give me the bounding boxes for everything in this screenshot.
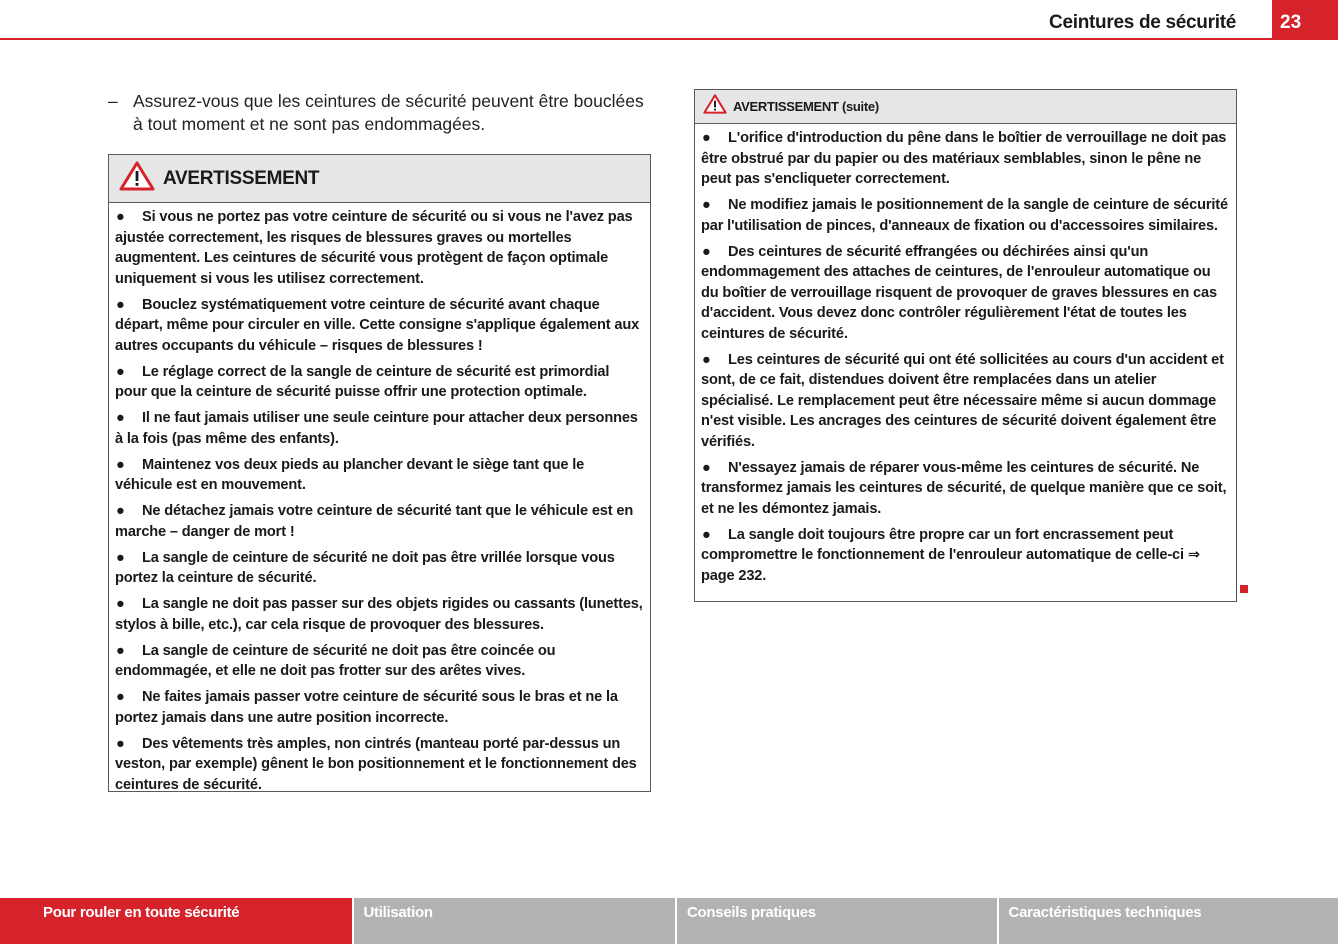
intro-instruction: [108, 90, 648, 136]
bullet-icon: ●: [116, 456, 125, 473]
page-number: 23: [1272, 0, 1338, 40]
warning-header: [695, 90, 1236, 124]
bullet-icon: ●: [116, 410, 125, 426]
bullet-icon: ●: [702, 459, 711, 476]
bullet-icon: ●: [116, 503, 125, 519]
bullet-icon: ●: [702, 351, 711, 368]
warning-title: AVERTISSEMENT: [163, 167, 320, 189]
warning-item: ● La sangle de ceinture de sécurité ne doit pas être vrillée lorsque vous portez la ceinture de sécurité.: [115, 549, 615, 586]
bullet-icon: ●: [116, 209, 125, 225]
bullet-icon: ●: [116, 642, 125, 659]
bullet-icon: ●: [116, 596, 125, 612]
warning-item: ● Le réglage correct de la sangle de ceinture de sécurité est primordial pour que la ceinture de sécurité puisse offrir une protection optimale.: [115, 363, 610, 400]
warning-item: ● Ne faites jamais passer votre ceinture de sécurité sous le bras et ne la portez jamais dans une autre position incorrecte.: [115, 689, 618, 726]
warning-item: ● La sangle ne doit pas passer sur des objets rigides ou cassants (lunettes, stylos à bille, etc.), car cela risque de provoquer des blessures.: [115, 596, 643, 633]
warning-list: [109, 203, 650, 795]
page-reference-link[interactable]: ⇒ page 232.: [701, 547, 1200, 584]
warning-item: ● La sangle doit toujours être propre car un fort encrassement peut compromettre le fonctionnement de l'enrouleur automatique de celle-ci ⇒ page 232.: [701, 526, 1200, 584]
tab-utilisation[interactable]: Utilisation: [354, 898, 676, 944]
warning-title: AVERTISSEMENT (suite): [733, 99, 879, 114]
warning-item: ● La sangle de ceinture de sécurité ne doit pas être coincée ou endommagée, et elle ne doit pas frotter sur des arêtes vives.: [115, 642, 556, 679]
warning-item: ● L'orifice d'introduction du pêne dans le boîtier de verrouillage ne doit pas être obstrué par du papier ou des matériaux semblables, sinon le pêne ne peut pas s'encliqueter correctement.: [701, 130, 1227, 187]
warning-item: ● Des vêtements très amples, non cintrés (manteau porté par-dessus un veston, par exemple) gênent le bon positionnement et le fonctionnement des ceintures de sécurité.: [115, 735, 637, 793]
page-section-title: Ceintures de sécurité: [1049, 12, 1236, 33]
tab-caracteristiques-techniques[interactable]: Caractéristiques techniques: [999, 898, 1338, 944]
tab-conseils-pratiques[interactable]: Conseils pratiques: [677, 898, 997, 944]
warning-triangle-icon: [119, 161, 155, 196]
warning-item: ● Les ceintures de sécurité qui ont été sollicitées au cours d'un accident et sont, de ce fait, distendues doivent être remplacées dans un atelier spécialisé. Le remplacement peut être nécessaire même si aucun dommage n'est visible. Les ancrages des ceintures de sécurité doivent également être vérifiés.: [701, 351, 1224, 450]
warning-box: [108, 154, 651, 792]
bullet-icon: ●: [116, 296, 125, 313]
tab-pour-rouler-en-toute-securite[interactable]: Pour rouler en toute sécurité: [0, 898, 352, 944]
warning-item: ● Si vous ne portez pas votre ceinture de sécurité ou si vous ne l'avez pas ajustée correctement, les risques de blessures graves ou mortelles augmentent. Les ceintures de sécurité vous protègent de façon optimale uniquement si vous les utilisez correctement.: [115, 209, 633, 287]
header-rule: [0, 38, 1272, 40]
warning-item: ● Maintenez vos deux pieds au plancher devant le siège tant que le véhicule est en mouvement.: [115, 456, 585, 493]
bullet-icon: ●: [702, 130, 711, 146]
chapter-nav: [0, 898, 1338, 944]
dash-marker: –: [108, 91, 118, 111]
warning-item: ● Bouclez systématiquement votre ceinture de sécurité avant chaque départ, même pour circuler en ville. Cette consigne s'applique également aux autres occupants du véhicule – risques de blessures !: [115, 296, 640, 354]
bullet-icon: ●: [702, 197, 711, 213]
warning-item: ● Il ne faut jamais utiliser une seule ceinture pour attacher deux personnes à la fois (pas même des enfants).: [115, 410, 638, 447]
bullet-icon: ●: [116, 735, 125, 752]
warning-triangle-icon: [703, 94, 727, 119]
bullet-icon: ●: [116, 549, 125, 566]
warning-item: ● Ne détachez jamais votre ceinture de sécurité tant que le véhicule est en marche – danger de mort !: [115, 503, 634, 540]
warning-item: ● Des ceintures de sécurité effrangées ou déchirées ainsi qu'un endommagement des attaches de ceintures, de l'enrouleur automatique ou du boîtier de verrouillage risquent de provoquer de graves blessures en cas d'accident. Vous devez donc contrôler régulièrement l'état de toutes les ceintures de sécurité.: [701, 243, 1217, 342]
warning-box-continued: [694, 89, 1237, 602]
warning-list: [695, 124, 1236, 586]
bullet-icon: ●: [702, 243, 711, 260]
bullet-icon: ●: [116, 689, 125, 705]
bullet-icon: ●: [116, 363, 125, 380]
warning-item: ● N'essayez jamais de réparer vous-même les ceintures de sécurité. Ne transformez jamais les ceintures de sécurité, de quelque manière que ce soit, et ne les démontez jamais.: [701, 459, 1227, 517]
warning-header: [109, 155, 650, 203]
section-end-marker: [1240, 585, 1248, 593]
bullet-icon: ●: [702, 526, 711, 543]
intro-text: Assurez-vous que les ceintures de sécurité peuvent être bouclées à tout moment et ne sont pas endommagées.: [133, 91, 644, 134]
warning-item: ● Ne modifiez jamais le positionnement de la sangle de ceinture de sécurité par l'utilisation de pinces, d'anneaux de fixation ou d'accessoires similaires.: [701, 197, 1228, 234]
